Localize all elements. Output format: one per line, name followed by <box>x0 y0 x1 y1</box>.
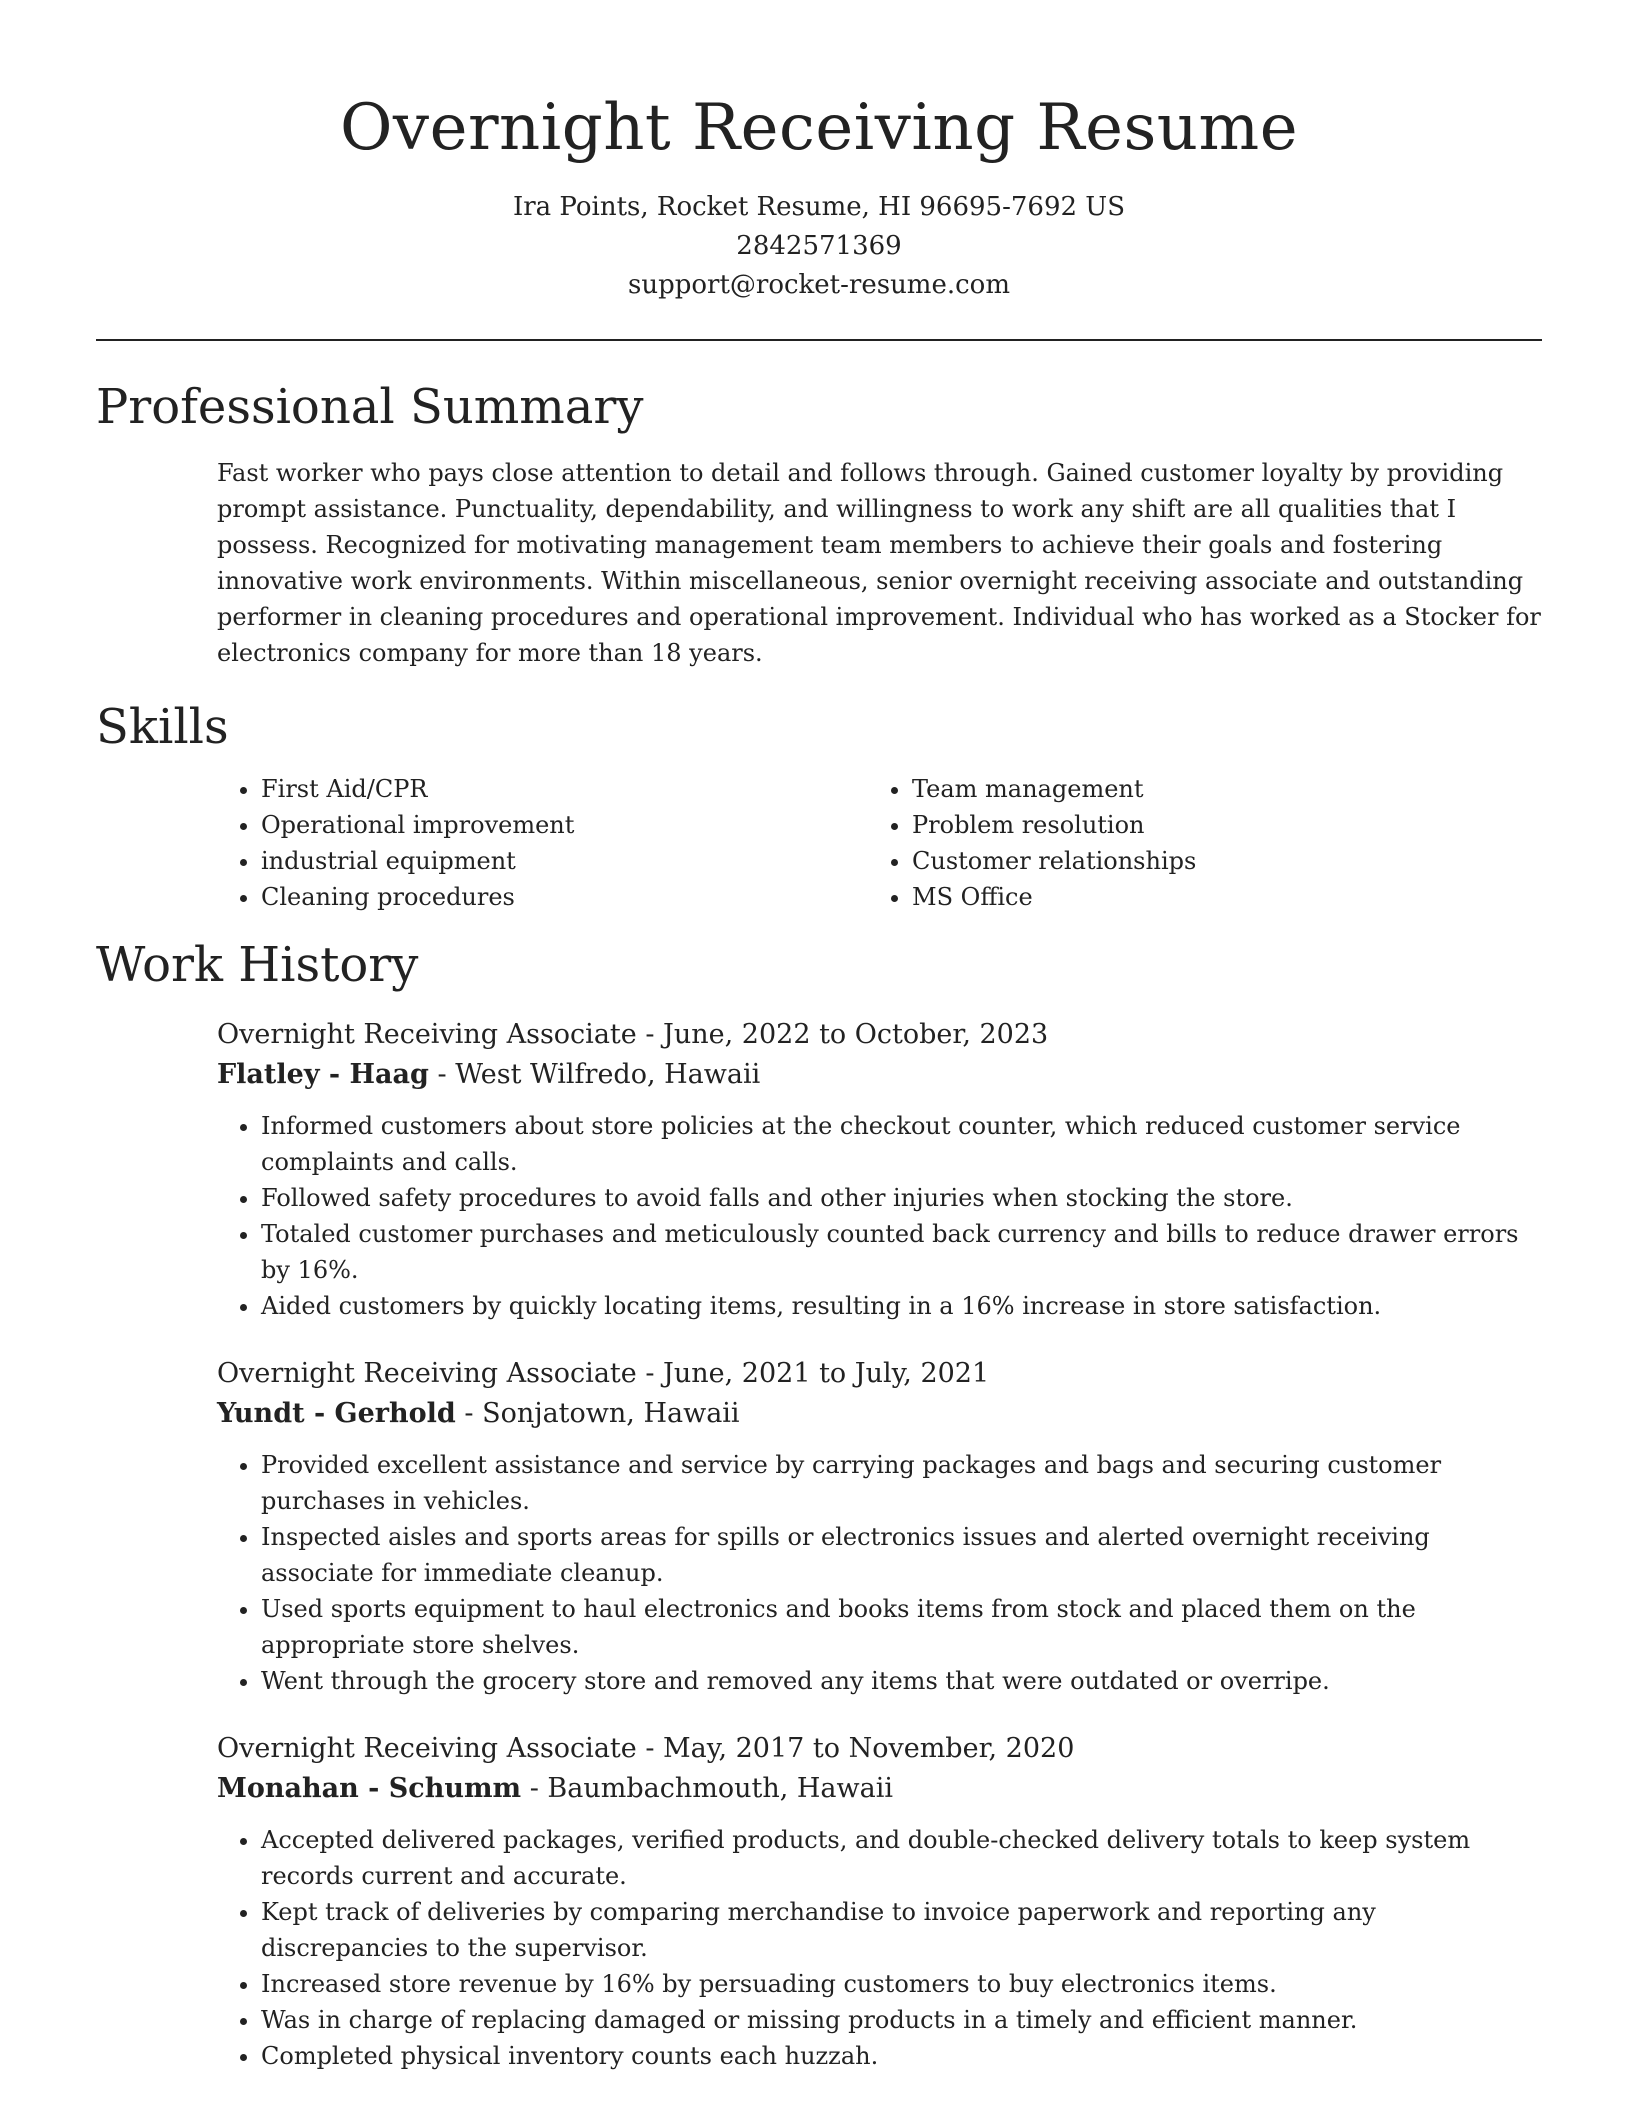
skills-grid <box>217 771 1542 915</box>
job-title-line <box>217 1729 1542 1769</box>
job-bullet: • Informed customers about store policies at the checkout counter, which reduced customer service complaints and calls. <box>261 1108 1547 1180</box>
job-dates: - June, 2022 to October, 2023 <box>636 1019 1049 1050</box>
skill-item: • Cleaning procedures <box>261 879 868 915</box>
job-bullet: • Went through the grocery store and removed any items that were outdated or overripe. <box>261 1663 1547 1699</box>
contact-email: support@rocket-resume.com <box>627 270 1010 300</box>
contact-phone: 2842571369 <box>736 231 902 261</box>
skill-item: • First Aid/CPR <box>261 771 868 807</box>
skill-item: • MS Office <box>912 879 1519 915</box>
job-bullet: • Accepted delivered packages, verified products, and double-checked delivery totals to keep system records current and accurate. <box>261 1822 1547 1894</box>
contact-block <box>96 188 1542 305</box>
job-location: - Sonjatown, Hawaii <box>455 1398 740 1429</box>
job-dates: - May, 2017 to November, 2020 <box>636 1733 1075 1764</box>
job-company: Yundt - Gerhold <box>217 1398 456 1429</box>
job-bullet: • Used sports equipment to haul electronics and books items from stock and placed them on the appropriate store shelves. <box>261 1591 1547 1663</box>
job-bullet: • Increased store revenue by 16% by persuading customers to buy electronics items. <box>261 1966 1547 2002</box>
contact-address: Ira Points, Rocket Resume, HI 96695-7692 US <box>512 192 1126 222</box>
job-bullet: • Kept track of deliveries by comparing merchandise to invoice paperwork and reporting any discrepancies to the supervisor. <box>261 1894 1547 1966</box>
job-company: Monahan - Schumm <box>217 1773 522 1804</box>
skill-item: • industrial equipment <box>261 843 868 879</box>
skills-column-right <box>868 771 1519 915</box>
skills-column-left <box>217 771 868 915</box>
job-entry <box>217 1729 1542 2074</box>
job-title: Overnight Receiving Associate <box>217 1019 637 1050</box>
job-bullet: • Aided customers by quickly locating items, resulting in a 16% increase in store satisfaction. <box>261 1288 1547 1324</box>
job-bullets <box>217 1447 1547 1699</box>
job-company-line <box>217 1394 1542 1434</box>
job-bullet: • Completed physical inventory counts each huzzah. <box>261 2038 1547 2074</box>
job-bullet: • Was in charge of replacing damaged or missing products in a timely and efficient manner. <box>261 2002 1547 2038</box>
job-bullet: • Totaled customer purchases and meticulously counted back currency and bills to reduce drawer errors by 16%. <box>261 1216 1547 1288</box>
job-location: - Baumbachmouth, Hawaii <box>521 1773 894 1804</box>
summary-section <box>96 377 1542 671</box>
job-bullet: • Followed safety procedures to avoid falls and other injuries when stocking the store. <box>261 1180 1547 1216</box>
header-divider <box>96 339 1542 341</box>
job-bullets <box>217 1108 1547 1324</box>
job-title-line <box>217 1354 1542 1394</box>
job-company-line <box>217 1055 1542 1095</box>
skill-item: • Problem resolution <box>912 807 1519 843</box>
summary-text: Fast worker who pays close attention to detail and follows through. Gained customer loyalty by providing prompt assistance. Punctuality, dependability, and willingness to work any shift are all qualities that I possess. Recognized for motivating management team members to achieve their goals and fostering innovative work environments. Within miscellaneous, senior overnight receiving associate and outstanding performer in cleaning procedures and operational improvement. Individual who has worked as a Stocker for electronics company for more than 18 years. <box>217 459 1541 667</box>
skill-item: • Operational improvement <box>261 807 868 843</box>
job-bullet: • Inspected aisles and sports areas for spills or electronics issues and alerted overnight receiving associate for immediate cleanup. <box>261 1519 1547 1591</box>
skill-item: • Team management <box>912 771 1519 807</box>
job-bullet: • Provided excellent assistance and service by carrying packages and bags and securing customer purchases in vehicles. <box>261 1447 1547 1519</box>
job-location: - West Wilfredo, Hawaii <box>428 1059 761 1090</box>
skills-heading: Skills <box>96 699 229 755</box>
skills-section <box>96 697 1542 915</box>
job-dates: - June, 2021 to July, 2021 <box>636 1358 990 1389</box>
summary-heading: Professional Summary <box>96 379 644 435</box>
resume-page <box>96 0 1542 2074</box>
skill-item: • Customer relationships <box>912 843 1519 879</box>
work-history-section <box>96 935 1542 2074</box>
job-company-line <box>217 1769 1542 1809</box>
job-entry <box>217 1015 1542 1324</box>
job-title: Overnight Receiving Associate <box>217 1733 637 1764</box>
resume-header <box>96 0 1542 305</box>
work-history-heading: Work History <box>96 937 419 993</box>
job-title: Overnight Receiving Associate <box>217 1358 637 1389</box>
job-entry <box>217 1354 1542 1699</box>
resume-title: Overnight Receiving Resume <box>339 91 1299 165</box>
job-title-line <box>217 1015 1542 1055</box>
job-company: Flatley - Haag <box>217 1059 429 1090</box>
job-bullets <box>217 1822 1547 2074</box>
